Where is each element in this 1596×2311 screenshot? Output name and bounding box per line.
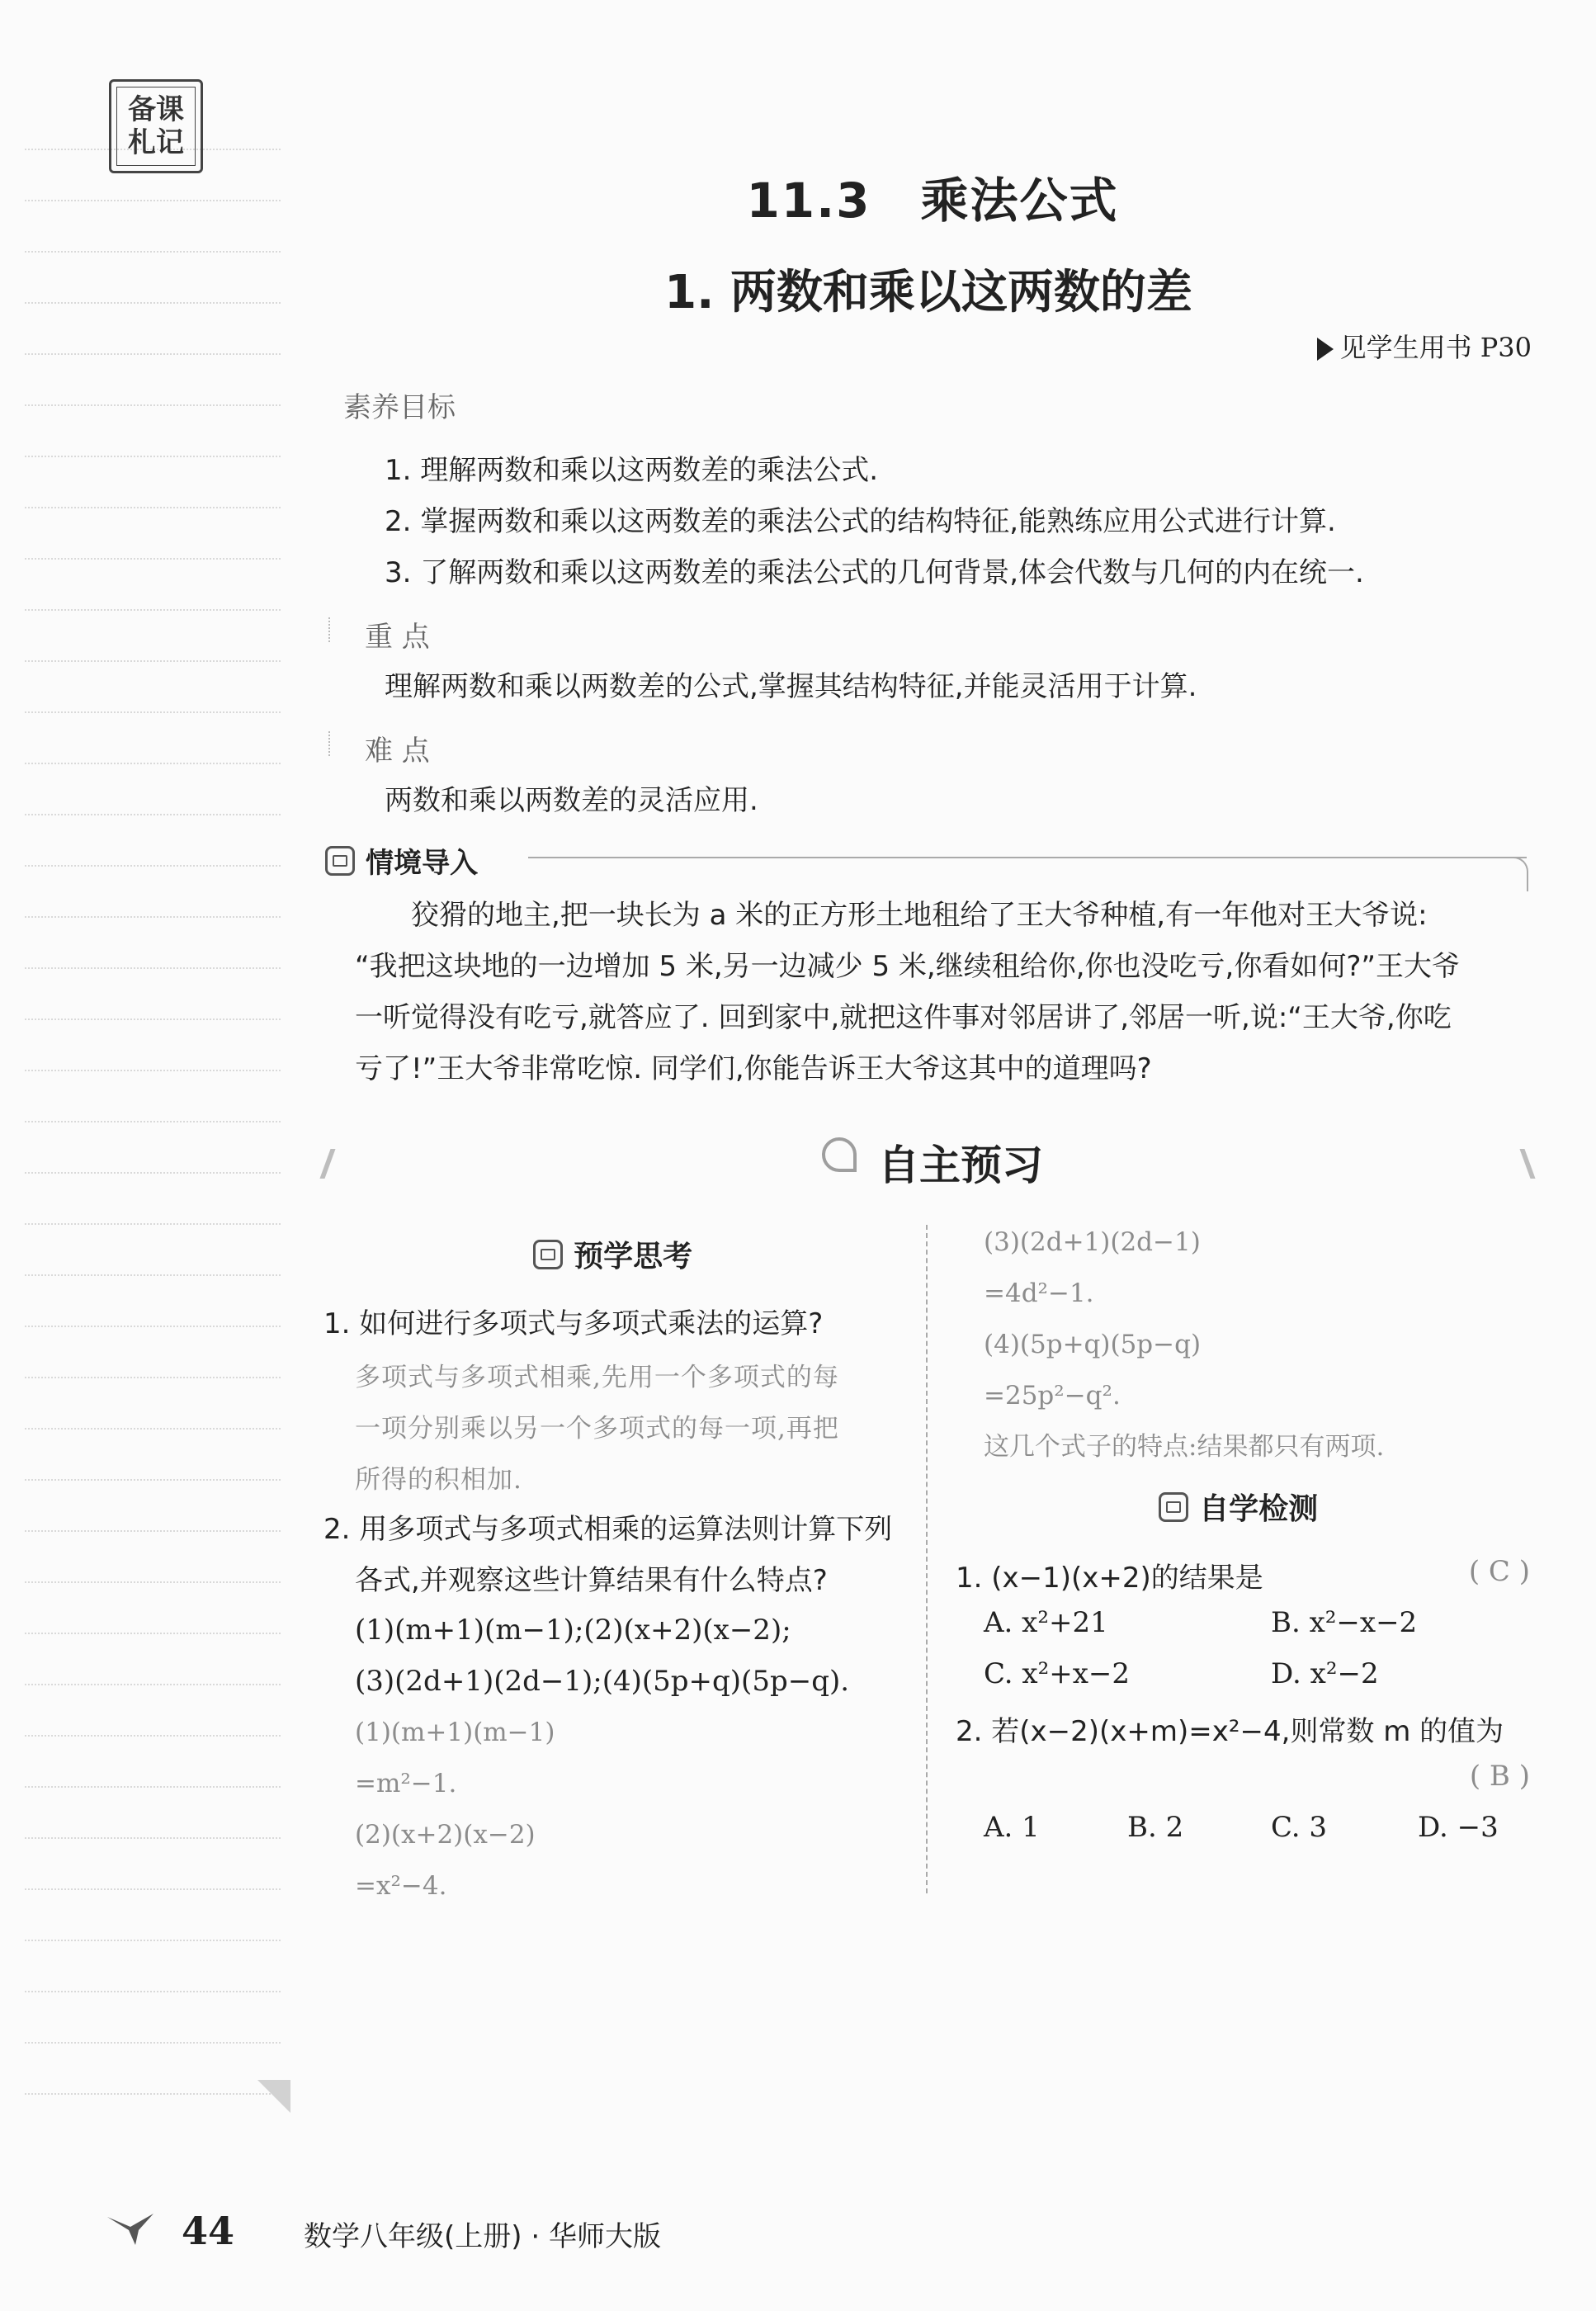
objectives-heading: 素养目标	[343, 391, 456, 424]
intro-line: 狡猾的地主,把一块长为 a 米的正方形土地租给了王大爷种植,有一年他对王大爷说:	[411, 899, 1428, 932]
note-rule	[25, 558, 281, 560]
note-rule	[25, 1428, 281, 1430]
note-rule	[25, 1581, 281, 1583]
answer-line: 一项分别乘以另一个多项式的每一项,再把	[355, 1414, 839, 1444]
lesson-subtitle: 1. 两数和乘以这两数的差	[664, 266, 1192, 319]
preview-answer-1	[355, 1352, 839, 1505]
note-rule	[25, 1479, 281, 1481]
preview-thinking-heading-row	[533, 1233, 692, 1275]
check-option: C. x²+x−2	[984, 1657, 1131, 1690]
note-rule	[25, 1070, 281, 1071]
preview-answer-2-right	[984, 1217, 1384, 1472]
check-option: A. 1	[984, 1811, 1040, 1844]
question-line: 2. 用多项式与多项式相乘的运算法则计算下列	[323, 1513, 893, 1546]
note-rule	[25, 1684, 281, 1685]
note-rule	[25, 1940, 281, 1941]
check-option: D. x²−2	[1271, 1657, 1379, 1690]
intro-heading: 情境导入	[366, 847, 479, 880]
book-icon	[533, 1240, 563, 1269]
scene-icon	[325, 846, 355, 876]
intro-heading-row	[325, 840, 478, 881]
self-check-heading-row	[1159, 1486, 1318, 1528]
note-rule	[25, 1786, 281, 1788]
note-rule	[25, 865, 281, 867]
student-book-reference	[1317, 327, 1532, 365]
note-rule	[25, 711, 281, 713]
banner-slash-left	[319, 1149, 350, 1179]
note-rule	[25, 507, 281, 508]
note-rule	[25, 1326, 281, 1327]
note-rule	[25, 609, 281, 611]
intro-line: 一听觉得没有吃亏,就答应了. 回到家中,就把这件事对邻居讲了,邻居一听,说:“王大爷,你吃	[355, 1001, 1452, 1034]
stamp-char: 备	[128, 93, 156, 126]
check-option: B. x²−x−2	[1271, 1606, 1418, 1639]
book-title: 数学八年级(上册) · 华师大版	[304, 2220, 661, 2253]
check-option: B. 2	[1127, 1811, 1184, 1844]
notes-column	[25, 149, 281, 2195]
expression-line: (1)(m+1)(m−1);(2)(x+2)(x−2);	[355, 1614, 791, 1647]
difficulty-text: 两数和乘以两数差的灵活应用.	[385, 784, 758, 817]
note-rule	[25, 1121, 281, 1122]
answer-line: =25p²−q².	[984, 1381, 1121, 1411]
note-rule	[25, 2093, 281, 2095]
answer-line: =m²−1.	[355, 1769, 457, 1798]
objective-item: 1. 理解两数和乘以这两数差的乘法公式.	[385, 454, 879, 487]
intro-line: 亏了!”王大爷非常吃惊. 同学们,你能告诉王大爷这其中的道理吗?	[355, 1052, 1152, 1085]
triangle-icon	[1317, 338, 1334, 361]
answer-line: 这几个式子的特点:结果都只有两项.	[984, 1432, 1385, 1462]
answer-line: (3)(2d+1)(2d−1)	[984, 1227, 1201, 1257]
stamp-char: 记	[156, 126, 184, 159]
note-rule	[25, 1837, 281, 1839]
preview-question-1: 1. 如何进行多项式与多项式乘法的运算?	[323, 1307, 824, 1340]
check-answer-2: ( B )	[1469, 1760, 1530, 1793]
stamp-char: 课	[156, 93, 184, 126]
check-option: D. −3	[1418, 1811, 1499, 1844]
check-option: C. 3	[1271, 1811, 1328, 1844]
intro-line: “我把这块地的一边增加 5 米,另一边减少 5 米,继续租给你,你也没吃亏,你看如何?”王大爷	[355, 950, 1460, 983]
key-point-text: 理解两数和乘以两数差的公式,掌握其结构特征,并能灵活用于计算.	[385, 670, 1197, 703]
note-rule	[25, 1018, 281, 1020]
expression-line: (3)(2d+1)(2d−1);(4)(5p+q)(5p−q).	[355, 1665, 850, 1698]
note-rule	[25, 763, 281, 764]
check-question-2: 2. 若(x−2)(x+m)=x²−4,则常数 m 的值为	[956, 1715, 1504, 1748]
key-point-label: 重 点	[365, 621, 430, 654]
objective-item: 2. 掌握两数和乘以这两数差的乘法公式的结构特征,能熟练应用公式进行计算.	[385, 505, 1336, 538]
note-rule	[25, 1530, 281, 1532]
lesson-notes-stamp	[109, 79, 203, 173]
note-rule	[25, 353, 281, 355]
note-rule	[25, 967, 281, 969]
answer-line: =4d²−1.	[984, 1278, 1094, 1308]
preview-expressions	[355, 1604, 849, 1707]
checklist-icon	[1159, 1492, 1188, 1522]
note-rule	[25, 1172, 281, 1174]
note-rule	[25, 456, 281, 457]
question-line: 各式,并观察这些计算结果有什么特点?	[355, 1564, 828, 1597]
check-option: A. x²+21	[984, 1606, 1108, 1639]
answer-line: 所得的积相加.	[355, 1465, 522, 1495]
note-rule	[25, 660, 281, 662]
answer-line: (2)(x+2)(x−2)	[355, 1820, 536, 1850]
note-rule	[25, 404, 281, 406]
self-preview-heading: 自主预习	[878, 1141, 1043, 1189]
note-rule	[25, 1888, 281, 1890]
note-rule	[25, 2042, 281, 2044]
note-rule	[25, 1991, 281, 1992]
banner-slash-right	[1504, 1149, 1535, 1179]
note-rule	[25, 814, 281, 815]
stamp-char: 札	[128, 126, 156, 159]
note-rule	[25, 1633, 281, 1634]
self-check-heading: 自学检测	[1199, 1492, 1319, 1526]
preview-answer-2-left	[355, 1707, 555, 1912]
answer-line: 多项式与多项式相乘,先用一个多项式的每	[355, 1363, 839, 1392]
preview-section-icon	[822, 1137, 857, 1172]
note-rule	[25, 916, 281, 918]
marker-bar	[328, 617, 335, 642]
page-number: 44	[182, 2209, 235, 2253]
footer-logo-icon	[106, 2210, 155, 2247]
note-rule	[25, 251, 281, 253]
banner-corner	[1510, 857, 1528, 891]
note-rule	[25, 1223, 281, 1225]
note-rule	[25, 1377, 281, 1378]
marker-bar	[328, 731, 335, 756]
reference-text: 见学生用书 P30	[1339, 332, 1532, 363]
preview-question-2	[323, 1504, 892, 1606]
preview-thinking-heading: 预学思考	[574, 1240, 693, 1274]
note-rule	[25, 1274, 281, 1276]
banner-line	[528, 857, 1527, 858]
answer-line: (1)(m+1)(m−1)	[355, 1718, 555, 1747]
check-answer-1: ( C )	[1468, 1555, 1530, 1588]
answer-line: =x²−4.	[355, 1871, 447, 1901]
corner-decoration	[257, 2080, 290, 2113]
note-rule	[25, 1735, 281, 1737]
answer-line: (4)(5p+q)(5p−q)	[984, 1330, 1202, 1359]
section-title: 11.3 乘法公式	[746, 172, 1119, 229]
column-divider	[926, 1225, 928, 1893]
intro-paragraph	[355, 890, 1527, 1094]
check-question-1: 1. (x−1)(x+2)的结果是	[956, 1562, 1263, 1595]
objective-item: 3. 了解两数和乘以这两数差的乘法公式的几何背景,体会代数与几何的内在统一.	[385, 556, 1364, 589]
difficulty-label: 难 点	[365, 735, 430, 768]
